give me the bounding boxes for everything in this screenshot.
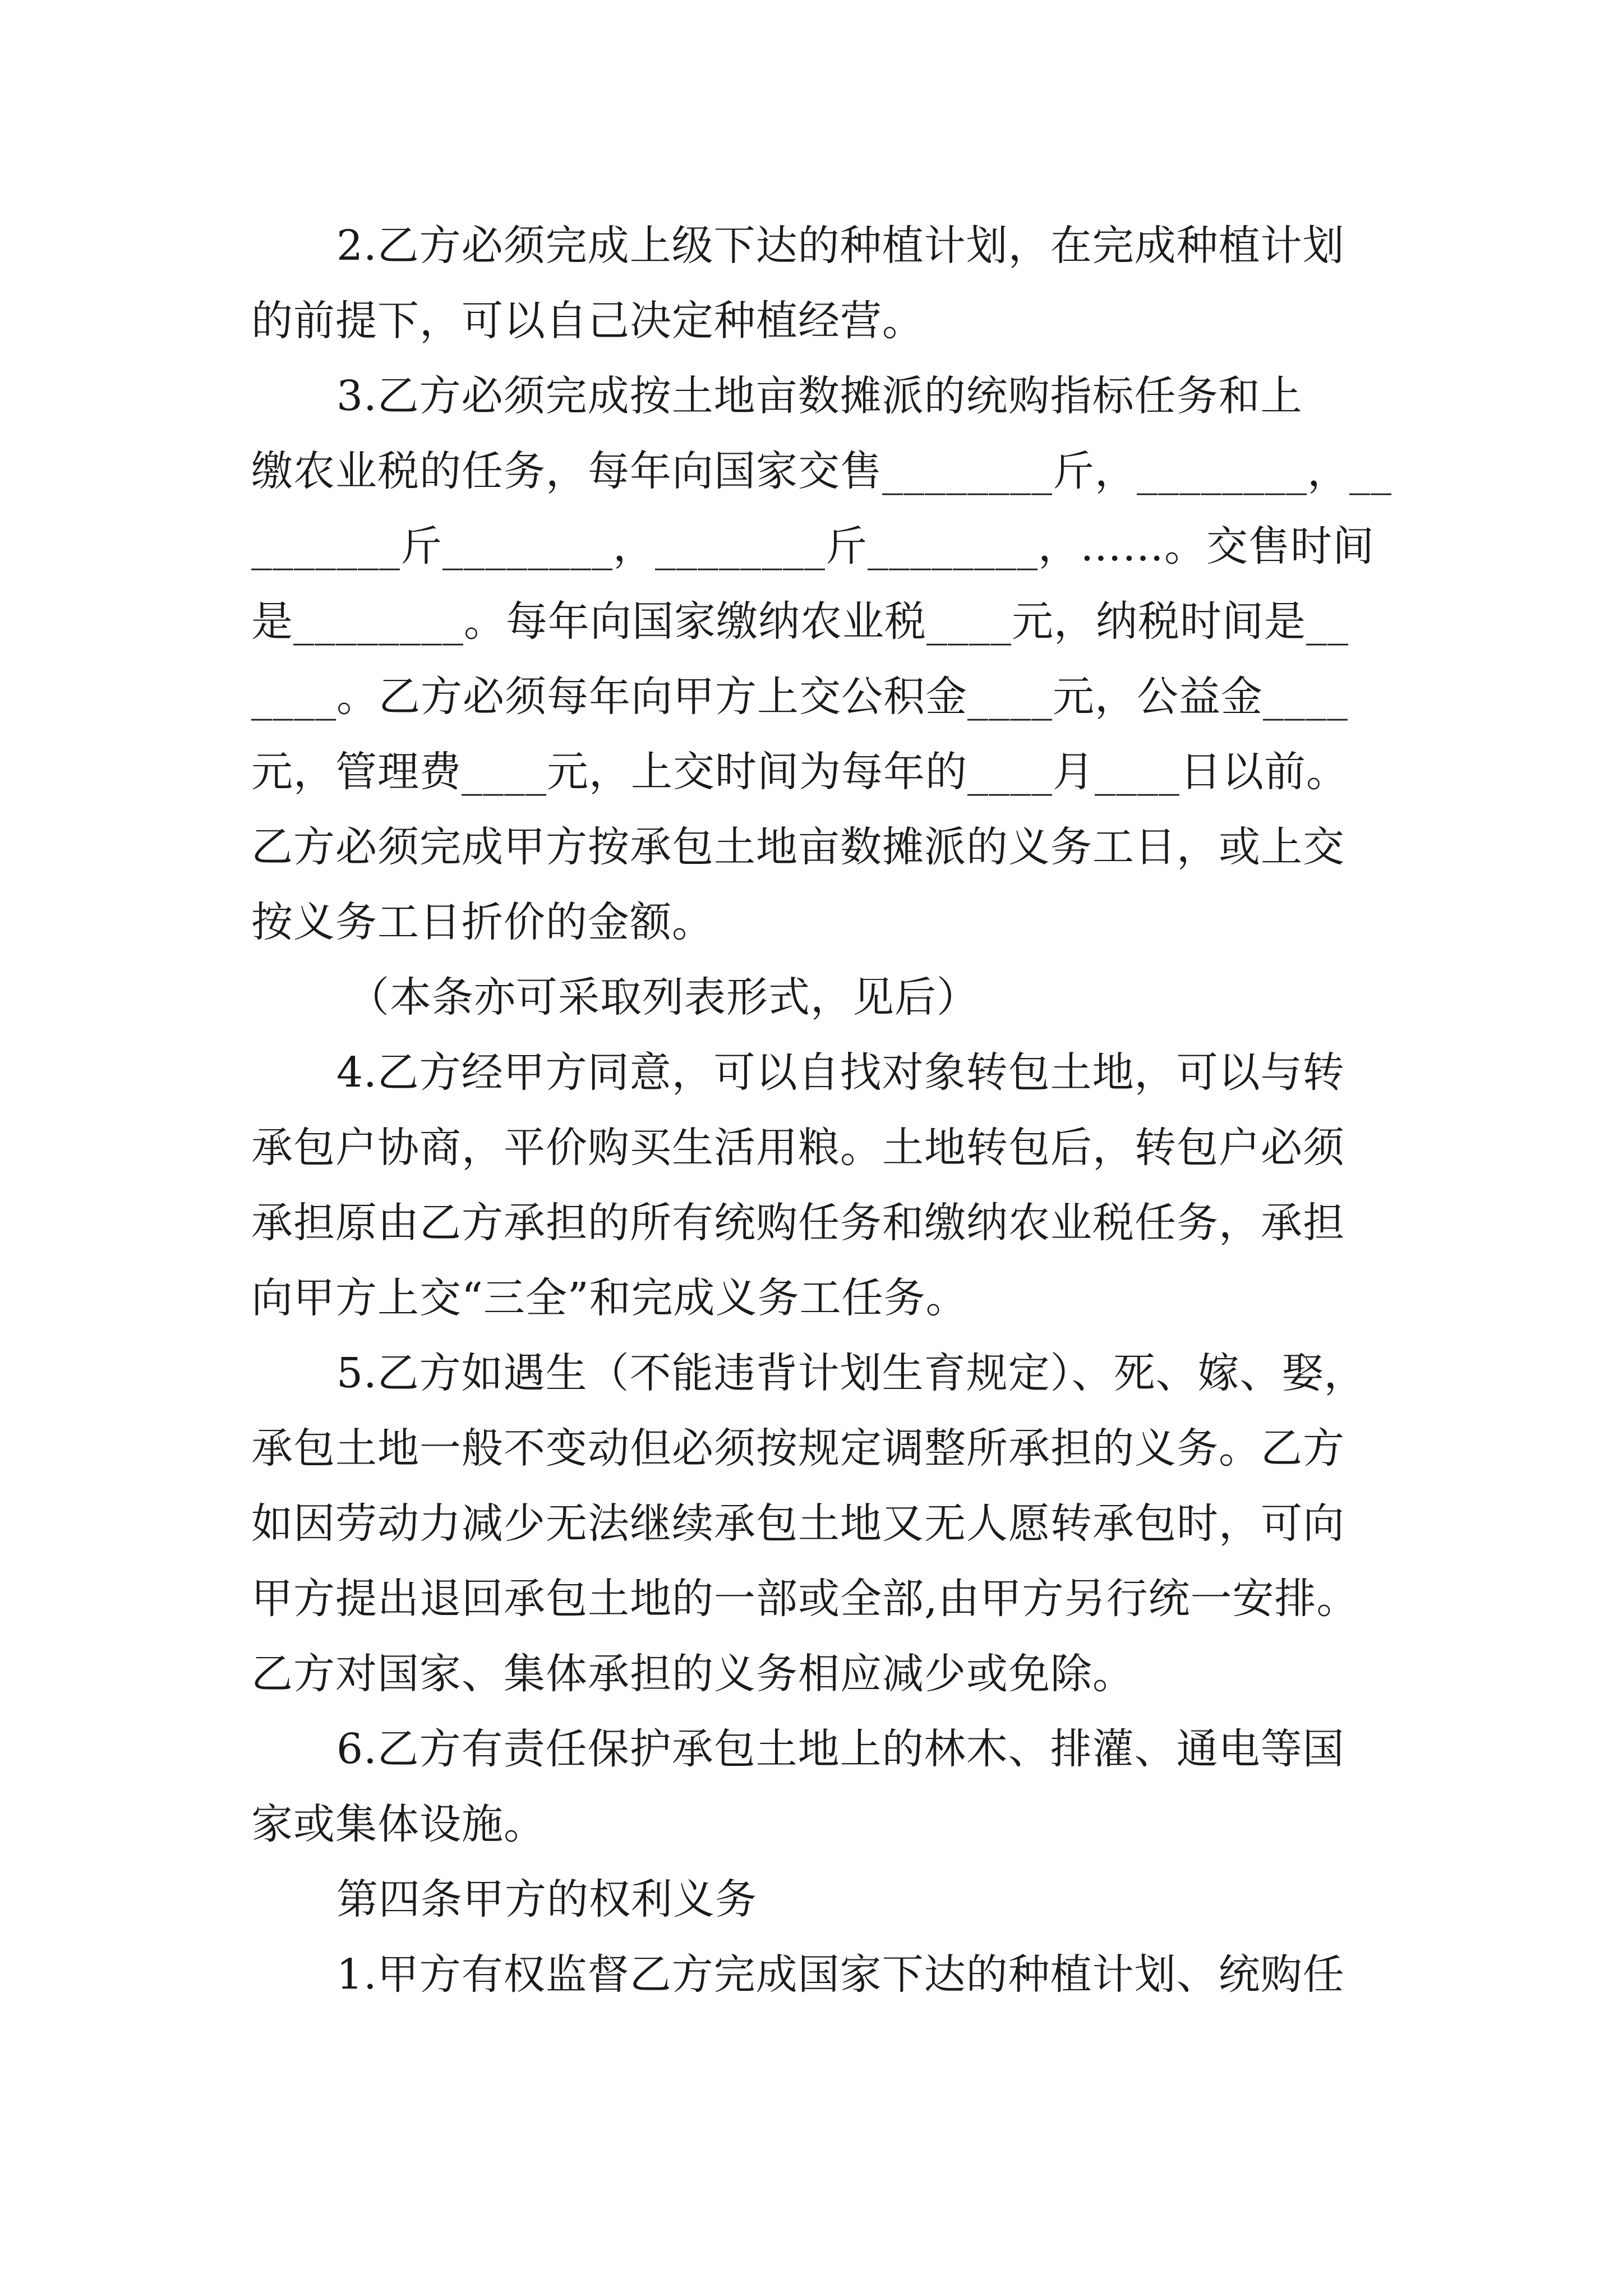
clause-3-line-4: 是________。每年向国家缴纳农业税____元，纳税时间是__ [251, 597, 1349, 646]
clause-5-line-3: 如因劳动力减少无法继续承包土地又无人愿转承包时，可向 [251, 1499, 1345, 1548]
clause-6-line-1: 6.乙方有责任保护承包土地上的林木、排灌、通电等国 [336, 1725, 1345, 1773]
clause-5-line-2: 承包土地一般不变动但必须按规定调整所承担的义务。乙方 [251, 1424, 1345, 1473]
clause-4-line-4: 向甲方上交“三全”和完成义务工任务。 [251, 1274, 968, 1322]
clause-2-line-1: 2.乙方必须完成上级下达的种植计划，在完成种植计划 [336, 222, 1345, 270]
clause-4-line-1: 4.乙方经甲方同意，可以自找对象转包土地，可以与转 [336, 1048, 1345, 1097]
clause-4-line-3: 承担原由乙方承担的所有统购任务和缴纳农业税任务，承担 [251, 1199, 1345, 1247]
clause-3-line-2: 缴农业税的任务，每年向国家交售________斤，________，__ [251, 447, 1392, 495]
clause-2-line-2: 的前提下，可以自己决定种植经营。 [251, 297, 924, 345]
clause-6-line-2: 家或集体设施。 [251, 1800, 546, 1848]
clause-3-line-7: 乙方必须完成甲方按承包土地亩数摊派的义务工日，或上交 [251, 823, 1345, 871]
clause-3-line-8: 按义务工日折价的金额。 [251, 898, 714, 946]
article-4-clause-1-line-1: 1.甲方有权监督乙方完成国家下达的种植计划、统购任 [336, 1950, 1345, 1999]
clause-3-line-1: 3.乙方必须完成按土地亩数摊派的统购指标任务和上 [336, 372, 1303, 420]
clause-5-line-4: 甲方提出退回承包土地的一部或全部,由甲方另行统一安排。 [251, 1575, 1359, 1623]
clause-3-note: （本条亦可采取列表形式，见后） [348, 973, 979, 1022]
clause-3-line-6: 元，管理费____元，上交时间为每年的____月____日以前。 [251, 748, 1348, 796]
clause-4-line-2: 承包户协商，平价购买生活用粮。土地转包后，转包户必须 [251, 1124, 1345, 1172]
article-4-heading: 第四条甲方的权利义务 [336, 1875, 757, 1924]
clause-5-line-1: 5.乙方如遇生（不能违背计划生育规定）、死、嫁、娶， [336, 1349, 1366, 1397]
clause-5-line-5: 乙方对国家、集体承担的义务相应减少或免除。 [251, 1650, 1135, 1698]
clause-3-line-5: ____。乙方必须每年向甲方上交公积金____元，公益金____ [251, 673, 1348, 721]
clause-3-line-3: _______斤________，________斤________，……。交售时间 [251, 522, 1375, 570]
